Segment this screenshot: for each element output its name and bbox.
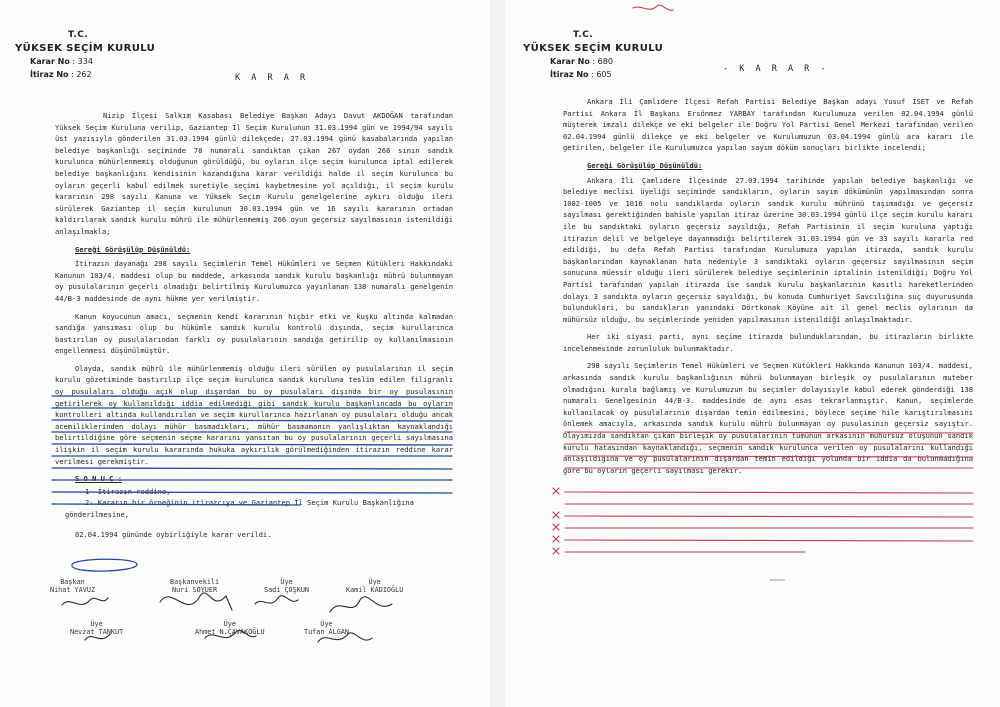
signature-scribble	[330, 597, 392, 612]
blue-pen-underlines	[52, 396, 452, 571]
blue-date-circle	[72, 559, 137, 571]
right-karar-heading: - K A R A R -	[723, 64, 829, 74]
red-scribble-mark	[633, 5, 673, 10]
left-itiraz-no: İtiraz No : 262	[30, 70, 92, 79]
signature-name: Sadi ÇOŞKUN	[264, 586, 310, 594]
left-sonuc-item: 1- İtirazın reddine,	[85, 486, 171, 496]
left-decision-suffix: gününde oybirliğiyle karar verildi.	[122, 529, 272, 539]
right-itiraz-value: 605	[596, 70, 612, 79]
left-karar-value: 334	[77, 57, 93, 66]
left-karar-heading: K A R A R	[235, 73, 309, 83]
left-itiraz-value: 262	[76, 70, 92, 79]
red-underline	[565, 540, 973, 541]
red-pen-marks	[553, 5, 973, 554]
signature-role: Üye	[320, 620, 333, 628]
signature-role: Başkanvekili	[170, 578, 220, 586]
left-sonuc-item: 2- Kararın bir örneğinin itirazcıya ve Gaziantep İl Seçim Kurulu Başkanlığına gönderilmesine,	[65, 498, 414, 519]
signature-scribble	[85, 634, 110, 640]
left-karar-no: Karar No : 334	[30, 57, 93, 66]
left-karar-label: Karar No	[30, 57, 70, 66]
left-paragraph-2: İtirazın dayanağı 298 sayılı Seçimlerin Temel Hükümleri ve Seçmen Kütükleri Hakkındaki Kanunun 103/4. maddesi olup bu maddede, arkasında sandık kurulu başkanlığı mührü bulunmayan oy pusulalarının geçerli olmadığı belirtilmiş Kurulumuzca yayınlanan 138 numaralı genelgenin 44/B-3 maddesinde de aynı hükme yer verilmiştir.	[55, 259, 453, 303]
signature-name: Tufan ALGAN	[304, 628, 350, 636]
left-itiraz-label: İtiraz No	[30, 70, 69, 79]
signature-name: Nevzat TANKUT	[70, 628, 124, 636]
right-paragraph-2: Her iki siyasi parti, aynı seçime itirazda bulunduklarından, bu itirazların birlikte incelenmesinde zorunluluk bulunmaktadır.	[563, 332, 973, 353]
right-section-heading: Gereği Görüşülüp Düşünüldü:	[587, 160, 703, 170]
right-decision-page	[505, 0, 1000, 707]
red-underline	[565, 456, 973, 457]
right-org-header: YÜKSEK SEÇİM KURULU	[523, 43, 664, 54]
signature-role: Başkan	[60, 578, 85, 586]
red-margin-cross	[553, 524, 559, 530]
red-margin-cross	[553, 536, 559, 542]
left-decision-page	[0, 0, 490, 707]
left-paragraph-1: Nizip İlçesi Salkım Kasabası Belediye Başkan Adayı Davut AKDOĞAN tarafından Yüksek Seçim Kuruluna verilip, Gaziantep İl Seçim Kurulunun 31.03.1994 gün ve 1994/94 sayılı üst yazısıyla gönderilen 31.03.1994 günlü dilekçede; 27.03.1994 günü kasabalarında yapılan belediye başkanlığı seçiminde 78 numaralı sandıktan çıkan 267 oydan 266 sının sandık kurulunca mühürlenmemiş olduğunun görüldüğü, bu oyların ilçe seçim kurulunca iptal edilerek belediye başkanlığını kendisinin kazandığına karar verildiği halde il seçim kurulunca bu oyların geçerli kabul edilmek suretiyle seçimi kaybetmesine yol açıldığı, il seçim kurulu kararının 298 sayılı Kanuna ve Yüksek Seçim Kurulu genelgelerine aykırı olduğu ileri sürülerek Gaziantep il seçim kurulunun 30.03.1994 gün ve 16 sayılı kararının ortadan kaldırılarak sandık kurulu mührü ile mühürlenmemiş 266 oyun geçersiz sayılmasının istenildiği anlaşılmakla;	[55, 111, 453, 236]
left-sonuc-heading: S O N U Ç :	[75, 474, 122, 484]
red-underline	[565, 492, 973, 493]
right-itiraz-label: İtiraz No	[550, 70, 589, 79]
right-tc-header: T.C.	[573, 30, 594, 40]
left-decision-date: 02.04.1994	[75, 529, 118, 539]
blue-underline	[52, 492, 452, 493]
signature-scribble	[160, 593, 232, 610]
blue-underline	[52, 504, 300, 505]
red-underline	[565, 516, 973, 517]
blue-underline	[52, 468, 452, 469]
signature-scribble	[62, 598, 108, 605]
right-itiraz-no: İtiraz No : 605	[550, 70, 612, 79]
blue-underline	[52, 396, 452, 397]
signature-role: Üye	[223, 620, 236, 628]
right-ink-annotations	[505, 0, 1000, 707]
left-tc-header: T.C.	[68, 30, 89, 40]
left-paragraph-4: Olayda, sandık mührü ile mühürlenmemiş olduğu ileri sürülen oy pusulalarının il seçim kurulu gözetiminde bastırılıp ilçe seçim kurulunca sandık kuruluna teslim edilen filigranlı oy pusulaları olduğu açık olup dışardan bu oy pusulaları dışında bir oy pusulasının getirilerek oy kullanıldığı iddia edilmediği gibi sandık kurulu başkanlıncada bu oyların kontrolleri altında kullandırılan ve seçim kurullarınca hazırlanan oy pusulaları olduğu ancak acemiliklerinden dolayı mühür basmadıkları, mühür basmamanın yanlışlıktan kaynaklandığı belirtildiğine göre seçmenin seçme kararını yansıtan bu oy pusulalarının geçerli sayılmasına ilişkin il seçim kurulu kararında hukuka aykırılık görülmediğinden itirazın reddine karar verilmesi gerekmiştir.	[55, 363, 453, 466]
right-intro-paragraph: Ankara İli Çamlıdere İlçesi Refah Partisi Belediye Başkan adayı Yusuf İSET ve Refah Partisi Ankara İl Başkanı Ersönmez YARBAY tarafından Kurulumuza verilen 02.04.1994 günlü müşterek imzalı dilekçe ve eki belgeler ile Doğru Yol Partisi Genel Merkezi tarafından verilen 02.04.1994 günlü dilekçe ve eki belgeler ve Kurulumuzun 03.04.1994 günlü ara kararı ile getirilen, belgeler ile Kurulumuzca yapılan sayım döküm sonuçları birlikte incelendi;	[563, 97, 973, 153]
signature-name: Nuri SOYUER	[172, 586, 218, 594]
red-underline	[565, 432, 973, 433]
signature-name: Kamil KADIOĞLU	[346, 586, 404, 594]
signature-name: Nihat YAVUZ	[50, 586, 96, 594]
right-karar-label: Karar No	[550, 57, 590, 66]
blue-underline	[52, 420, 452, 421]
red-margin-cross	[553, 488, 559, 494]
signature-role: Üye	[280, 578, 293, 586]
left-org-header: YÜKSEK SEÇİM KURULU	[15, 43, 156, 54]
signature-role: Üye	[90, 620, 103, 628]
red-margin-cross	[553, 548, 559, 554]
right-paragraph-1: Ankara İli Çamlıdere İlçesinde 27.03.1994 tarihinde yapılan belediye başkanlığı ve belediye meclisi üyeliği seçiminde sandıkların, oyların sayım dökümünün yapılmasından sonra 1002-1005 ve 1016 nolu sandıklarda oyların sandık kurulu mührünü taşımadığı ve geçersiz sayılması gerektiğinden bahisle yapılan itiraz üzerine 30.03.1994 günlü ilçe seçim kurulu kararı ile bu sandıktaki oyların geçersiz sayıldığı, Refah Partisinin il seçim kuruluna yaptığı itirazın delil ve belgeleye dayanmadığı belirtilerek 31.03.1994 gün ve 33 sayılı kararla red edildiği, bu defa Refah Partisi tarafından Kurulumuza yapılan itirazda, sandık kurulu başkanlarından kaynaklanan hata nedeniyle 3 sandıktaki oyların geçersiz sayılmasının seçim sonucuna müessir olduğu ileri sürülerek belediye seçimlerinin iptalinin istenildiği; Doğru Yol Partisi tarafından yapılan itirazda ise sandık kurulu başkanlarının kasıtlı hareketlerinden dolayı 3 sandıkta oyların geçersiz sayıldığı, bu konuda Cumhuriyet Savcılığına suç duyurusunda bulunduklari, bu sandıkların yanındaki Dörtkonak Köyüne ait il genel meclis oylarının da mühürsüz olduğu, bu seçimlerinde yeniden yapılmasının istenildiği anlaşılmaktadır.	[563, 175, 973, 324]
signature-scribble	[205, 630, 256, 638]
right-karar-no: Karar No : 680	[550, 57, 613, 66]
signature-name: Ahmet N.ÇAVAKOĞLU	[195, 628, 265, 636]
left-section-heading: Gereği Görüşülüp Düşünüldü:	[75, 244, 191, 254]
signature-scribble	[318, 633, 372, 642]
left-paragraph-3: Kanun koyucunun amacı, seçmenin kendi kararının hiçbir etki ve kuşku altında kalmadan sandığa yansıması olup bu hükümle sandık kurulu kontrolü dışında, seçim kurullarınca bastırılan oy pusulalarından farklı oy pusulalarının sandığa getirilip oy kullanılmasının engellenmesi düşünülmüştür.	[55, 311, 453, 356]
signature-scribble	[255, 596, 298, 604]
right-karar-value: 680	[597, 57, 613, 66]
red-margin-cross	[553, 512, 559, 518]
page-gutter	[490, 0, 505, 707]
right-paragraph-3: 298 sayılı Seçimlerin Temel Hükümleri ve Seçmen Kütükleri Hakkında Kanunun 103/4. maddesi, arkasında sandık kurulu başkanlığının mührü bulunmayan birleşik oy pusulalarının muteber olmadığını kurala bağlamış ve Kurulumuzun bu seçimler dolayısıyle kabul ederek gönderdiği 138 numaralı Genelgesinin 44/B-3. maddesinde de aynı esas tekrarlanmıştır. Kanun, seçimlerde kullanılacak oy pusulalarının dışardan temin edilmesini, böylece seçime hile karıştırılmasını önlemek amacıyla, arkasında sandık kurulu mührü bulunmayan oy pusulasının geçersiz sayıştır. Olayımızda sandıktan çıkan birleşik oy pusulalarının tümünün arkasının mühürsüz oluşunun sandık kurulu hatasından kaynaklandığı, seçmenin sandık kurulunca verilen oy pusulalarını kullandığı anlaşıldığına ve oy pusulalarının dışardan temin edildiği yolunda bir iddia da bulunmadığına göre bu oyların geçerli sayılması gerekir.	[563, 361, 973, 475]
handwritten-signatures	[62, 593, 392, 642]
signature-role: Üye	[368, 578, 381, 586]
blue-underline	[52, 444, 452, 445]
left-ink-annotations	[0, 0, 490, 707]
